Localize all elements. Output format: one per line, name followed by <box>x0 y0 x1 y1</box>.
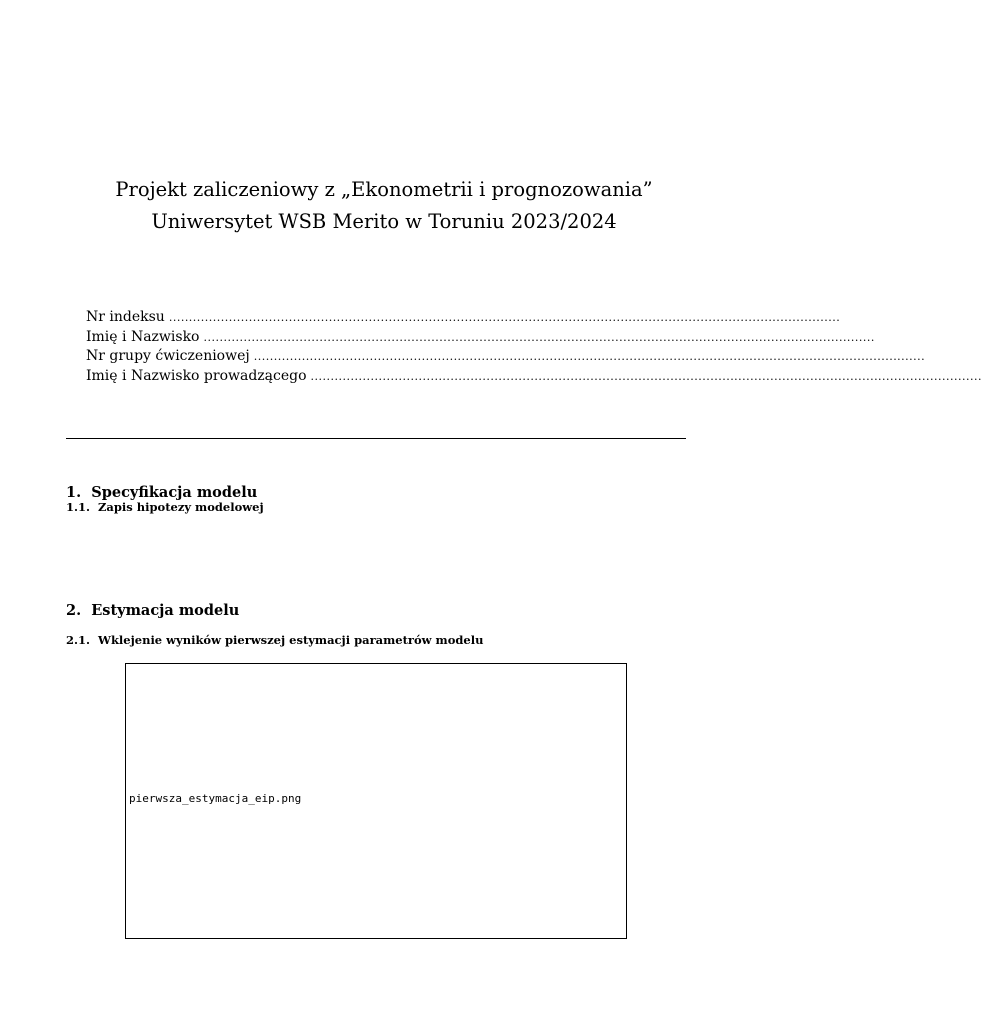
field-label: Nr grupy ćwiczeniowej <box>86 348 250 364</box>
field-label: Imię i Nazwisko <box>86 329 200 345</box>
field-instructor-name <box>86 366 982 386</box>
subsection-title: Wklejenie wyników pierwszej estymacji parametrów modelu <box>98 633 484 647</box>
university-line: Uniwersytet WSB Merito w Toruniu 2023/2024 <box>151 210 617 233</box>
document-title: Projekt zaliczeniowy z „Ekonometrii i prognozowania” <box>115 178 653 201</box>
section-title: Specyfikacja modelu <box>91 484 258 501</box>
field-label: Nr indeksu <box>86 309 165 325</box>
field-index-number <box>86 307 841 327</box>
subsection-heading <box>66 633 483 647</box>
section-number: 1. <box>66 484 82 501</box>
subsection-number: 1.1. <box>66 500 91 514</box>
subsection-number: 2.1. <box>66 633 91 647</box>
field-full-name <box>86 327 875 347</box>
section-number: 2. <box>66 602 82 619</box>
figure-placeholder-filename: pierwsza_estymacja_eip.png <box>129 792 302 805</box>
fill-in-line: ........................................................................................................................................................................ <box>168 311 841 324</box>
fill-in-line: ........................................................................................................................................................................ <box>253 350 926 363</box>
fill-in-line: ........................................................................................................................................................................ <box>203 331 875 344</box>
field-label: Imię i Nazwisko prowadzącego <box>86 368 307 384</box>
section-title: Estymacja modelu <box>91 602 240 619</box>
fill-in-line: ........................................................................................................................................................................ <box>310 370 982 383</box>
horizontal-divider <box>66 438 686 439</box>
section-heading <box>66 602 239 620</box>
field-exercise-group <box>86 346 926 366</box>
subsection-heading <box>66 500 264 514</box>
subsection-title: Zapis hipotezy modelowej <box>98 500 264 514</box>
